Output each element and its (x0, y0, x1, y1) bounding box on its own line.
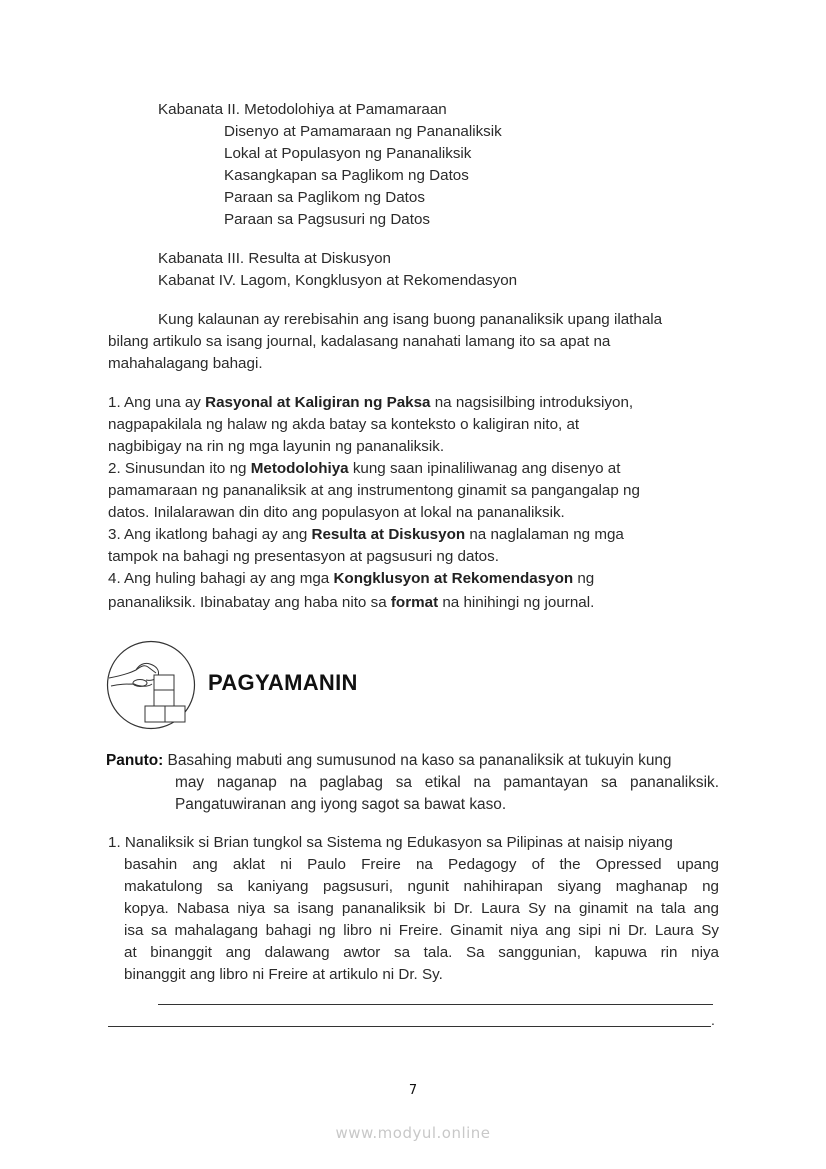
list-item-continuation: tampok na bahagi ng presentasyon at pagsusuri ng datos. (108, 548, 499, 565)
intro-paragraph-line: mahahalagang bahagi. (108, 355, 263, 372)
answer-line[interactable] (158, 1004, 713, 1005)
chapter-2-subsection: Paraan sa Pagsusuri ng Datos (224, 211, 430, 228)
instructions-line: Pangatuwiranan ang iyong sagot sa bawat kaso. (175, 796, 507, 813)
case-text-line: basahin ang aklat ni Paulo Freire na Pedagogy of the Opressed upang (124, 856, 719, 873)
list-item-continuation: nagbibigay na rin ng mga layunin ng pananaliksik. (108, 438, 445, 455)
list-item-continuation: datos. Inilalarawan din dito ang populasyon at lokal na pananaliksik. (108, 504, 565, 521)
list-item: 2. Sinusundan ito ng Metodolohiya kung saan ipinaliliwanag ang disenyo at (108, 460, 621, 477)
page-number: 7 (408, 1083, 418, 1098)
list-item: 3. Ang ikatlong bahagi ay ang Resulta at Diskusyon na naglalaman ng mga (108, 526, 624, 543)
hand-stacking-blocks-icon (106, 640, 196, 730)
chapter-2-subsection: Kasangkapan sa Paglikom ng Datos (224, 167, 469, 184)
intro-paragraph-line: Kung kalaunan ay rerebisahin ang isang buong pananaliksik upang ilathala (158, 311, 663, 328)
case-text-line: kopya. Nabasa niya sa isang pananaliksik bi Dr. Laura Sy na ginamit na tala ang (124, 900, 719, 917)
chapter-3-title: Kabanata III. Resulta at Diskusyon (158, 250, 392, 267)
section-title: PAGYAMANIN (208, 670, 358, 695)
instructions-label: Panuto: (106, 752, 164, 769)
case-text-line: binanggit ang libro ni Freire at artikulo ni Dr. Sy. (124, 966, 443, 983)
case-text-line: isa sa mahalagang bahagi ng libro ni Freire. Ginamit niya ang sipi ni Dr. Laura Sy (124, 922, 719, 939)
answer-line[interactable] (108, 1026, 711, 1027)
intro-paragraph-line: bilang artikulo sa isang journal, kadalasang nanahati lamang ito sa apat na (108, 333, 611, 350)
instructions-line: Panuto: Basahing mabuti ang sumusunod na kaso sa pananaliksik at tukuyin kung (106, 752, 672, 769)
chapter-2-title: Kabanata II. Metodolohiya at Pamamaraan (158, 101, 447, 118)
watermark: www.modyul.online (335, 1124, 491, 1142)
list-item-continuation: pamamaraan ng pananaliksik at ang instrumentong ginamit sa pangangalap ng (108, 482, 640, 499)
chapter-2-subsection: Lokal at Populasyon ng Pananaliksik (224, 145, 472, 162)
case-item: 1. Nanaliksik si Brian tungkol sa Sistema ng Edukasyon sa Pilipinas at naisip niyang (108, 834, 673, 851)
case-text-line: at binanggit ang dalawang awtor sa tala. Sa sanggunian, kapuwa rin niya (124, 944, 719, 961)
chapter-2-subsection: Disenyo at Pamamaraan ng Pananaliksik (224, 123, 502, 140)
chapter-4-title: Kabanat IV. Lagom, Kongklusyon at Rekomendasyon (158, 272, 518, 289)
list-item-continuation: nagpapakilala ng halaw ng akda batay sa konteksto o kaligiran nito, at (108, 416, 580, 433)
list-item-continuation: pananaliksik. Ibinabatay ang haba nito sa format na hinihingi ng journal. (108, 594, 595, 611)
list-item: 1. Ang una ay Rasyonal at Kaligiran ng Paksa na nagsisilbing introduksiyon, (108, 394, 634, 411)
answer-end-period: . (711, 1012, 715, 1028)
instructions-line: may naganap na paglabag sa etikal na pamantayan sa pananaliksik. (175, 774, 719, 791)
chapter-2-subsection: Paraan sa Paglikom ng Datos (224, 189, 425, 206)
case-text-line: makatulong sa kaniyang pagsusuri, ngunit nahihirapan siyang maghanap ng (124, 878, 719, 895)
list-item: 4. Ang huling bahagi ay ang mga Kongklusyon at Rekomendasyon ng (108, 570, 595, 587)
